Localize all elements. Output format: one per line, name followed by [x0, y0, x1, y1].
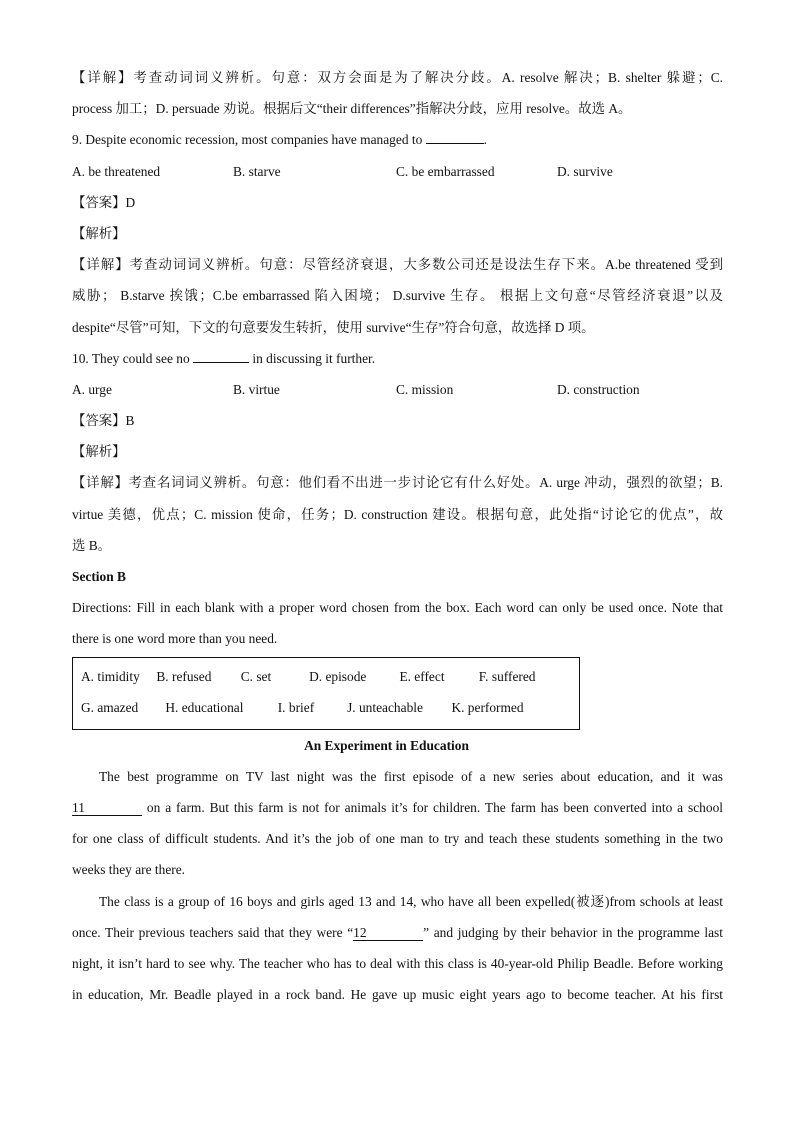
passage-line: in education, Mr. Beadle played in a rock band. He gave up music eight years ago to become teacher. At his first	[72, 987, 723, 1003]
option-a: A. be threatened	[72, 163, 161, 179]
question-stem-text: in discussing it further.	[252, 350, 376, 366]
option-d: D. survive	[557, 163, 613, 179]
word-choice: G. amazed	[81, 699, 139, 715]
passage-line: night, it isn’t hard to see why. The teacher who has to deal with this class is 40-year-old Philip Beadle. Before working	[72, 955, 723, 971]
word-choice: C. set	[240, 668, 272, 684]
word-choice: I. brief	[277, 699, 315, 715]
passage-line: The best programme on TV last night was the first episode of a new series about education, and it was	[99, 768, 723, 784]
explanation-line: 威胁； B.starve 挨饿；C.be embarrassed 陷入困境； D.survive 生存。 根据上文句意“尽管经济衰退”以及	[72, 288, 723, 304]
explanation-line: 选 B。	[72, 537, 112, 553]
numbered-blank: 12	[353, 925, 423, 941]
passage-text: once. Their previous teachers said that they were “	[72, 924, 354, 940]
word-choice: K. performed	[451, 699, 524, 715]
question-9-stem	[72, 124, 723, 155]
option-c: C. mission	[396, 381, 454, 397]
section-heading: Section B	[72, 569, 126, 584]
question-10-stem	[72, 343, 723, 374]
passage-line	[72, 917, 723, 948]
passage-title: An Experiment in Education	[304, 737, 469, 753]
question-stem-text: 10. They could see no	[72, 350, 190, 366]
passage-line	[72, 792, 723, 823]
option-b: B. virtue	[233, 381, 280, 397]
directions-line: there is one word more than you need.	[72, 631, 278, 647]
word-choice: F. suffered	[478, 668, 536, 684]
option-a: A. urge	[72, 381, 112, 397]
analysis-label: 【解析】	[72, 225, 126, 241]
word-choice: H. educational	[165, 699, 244, 715]
passage-text: on a farm. But this farm is not for animals it’s for children. The farm has been converted into a school	[142, 799, 723, 815]
explanation-line: despite“尽管”可知，下文的句意要发生转折，使用 survive“生存”符合句意，故选择 D 项。	[72, 319, 595, 335]
word-choice: A. timidity	[81, 668, 140, 684]
analysis-label: 【解析】	[72, 444, 126, 460]
exam-page	[72, 62, 723, 1010]
option-b: B. starve	[233, 163, 281, 179]
explanation-line: 【详解】考查动词词义辨析。句意：尽管经济衰退，大多数公司还是设法生存下来。A.be threatened 受到	[72, 257, 723, 273]
word-choice: D. episode	[309, 668, 367, 684]
answer-blank	[426, 128, 484, 144]
q8-explanation-line: process 加工；D. persuade 劝说。根据后文“their differences”指解决分歧，应用 resolve。故选 A。	[72, 101, 632, 117]
passage-line: weeks they are there.	[72, 862, 186, 878]
option-d: D. construction	[557, 381, 640, 397]
passage-text: ” and judging by their behavior in the programme last	[423, 924, 723, 940]
explanation-line: 【详解】考查名词词义辨析。句意：他们看不出进一步讨论它有什么好处。A. urge 冲动，强烈的欲望；B.	[72, 475, 723, 491]
numbered-blank: 11	[72, 800, 142, 816]
answer-blank	[193, 347, 249, 363]
answer-label: 【答案】D	[72, 194, 136, 210]
explanation-line: virtue 美德，优点；C. mission 使命，任务；D. construction 建设。根据句意，此处指“讨论它的优点”，故	[72, 506, 723, 522]
passage-line: The class is a group of 16 boys and girls aged 13 and 14, who have all been expelled(被逐)from schools at least	[99, 893, 723, 909]
question-stem-text: 9. Despite economic recession, most companies have managed to	[72, 132, 423, 148]
q8-explanation-line: 【详解】考查动词词义辨析。句意：双方会面是为了解决分歧。A. resolve 解决；B. shelter 躲避；C.	[72, 70, 723, 85]
question-stem-text: .	[483, 132, 488, 148]
passage-line: for one class of difficult students. And it’s the job of one man to try and teach these students something in the two	[72, 831, 723, 847]
option-c: C. be embarrassed	[396, 163, 495, 179]
word-box	[72, 657, 580, 730]
word-box-row	[81, 661, 571, 692]
directions-line: Directions: Fill in each blank with a proper word chosen from the box. Each word can only be used once. Note that	[72, 600, 723, 616]
word-choice: J. unteachable	[347, 699, 423, 715]
question-9-options	[72, 156, 723, 187]
word-choice: B. refused	[156, 668, 212, 684]
question-10-options	[72, 374, 723, 405]
answer-label: 【答案】B	[72, 413, 135, 429]
word-box-row	[81, 692, 571, 723]
word-choice: E. effect	[399, 668, 445, 684]
